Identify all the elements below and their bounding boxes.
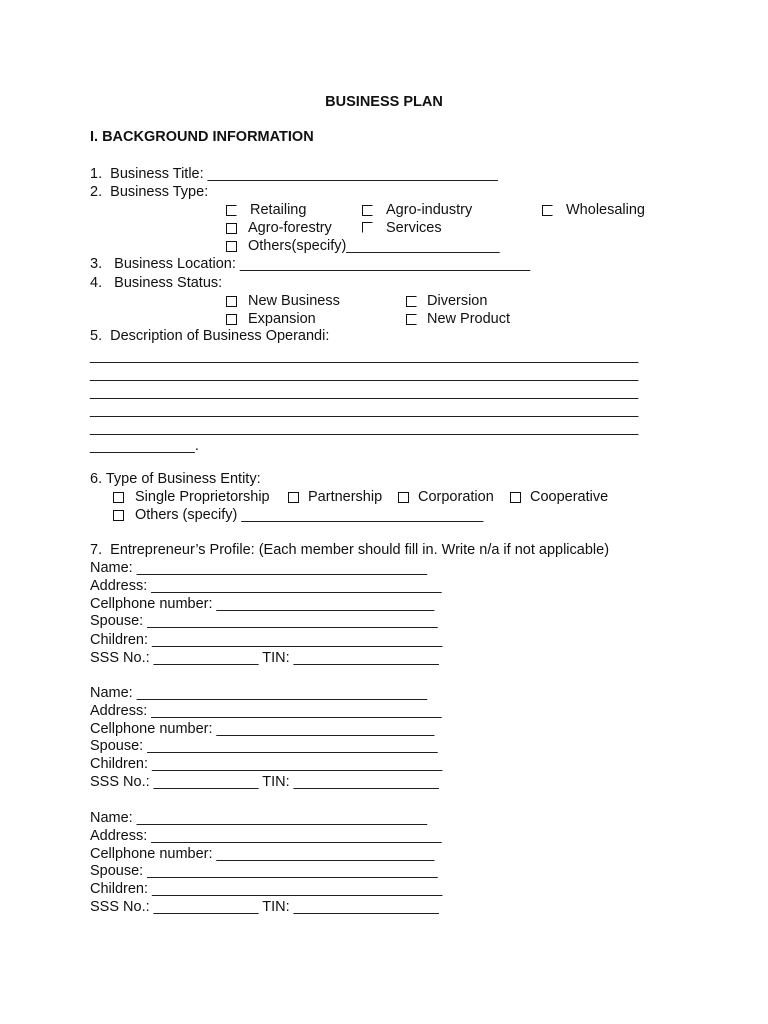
business-status-label: 4. Business Status: xyxy=(90,275,223,291)
name-field[interactable]: Name: ____________________________________ xyxy=(90,810,428,826)
cellphone-field[interactable]: Cellphone number: ___________________________ xyxy=(90,846,435,862)
children-field[interactable]: Children: ____________________________________ xyxy=(90,881,443,897)
sole-proprietorship-label: Single Proprietorship xyxy=(135,489,270,505)
sole-proprietorship-checkbox[interactable] xyxy=(113,492,124,503)
partnership-label: Partnership xyxy=(308,489,383,505)
retailing-label: Retailing xyxy=(250,202,307,218)
sss-tin-field[interactable]: SSS No.: _____________ TIN: __________________ xyxy=(90,650,439,666)
profile-label: 7. Entrepreneur’s Profile: (Each member should fill in. Write n/a if not applicable) xyxy=(90,542,610,558)
cooperative-label: Cooperative xyxy=(530,489,609,505)
new-product-checkbox[interactable] xyxy=(406,314,417,325)
expansion-label: Expansion xyxy=(248,311,316,327)
corporation-checkbox[interactable] xyxy=(398,492,409,503)
address-field[interactable]: Address: ____________________________________ xyxy=(90,578,442,594)
section-heading: I. BACKGROUND INFORMATION xyxy=(90,129,314,145)
wholesaling-checkbox[interactable] xyxy=(542,205,553,216)
description-label: 5. Description of Business Operandi: xyxy=(90,328,330,344)
agro-forestry-label: Agro-forestry xyxy=(248,220,332,236)
cellphone-field[interactable]: Cellphone number: ___________________________ xyxy=(90,596,435,612)
description-line[interactable]: ____________________________________________________________________ xyxy=(90,366,639,382)
entity-label: 6. Type of Business Entity: xyxy=(90,471,261,487)
cooperative-checkbox[interactable] xyxy=(510,492,521,503)
new-product-label: New Product xyxy=(427,311,511,327)
spouse-field[interactable]: Spouse: ____________________________________ xyxy=(90,738,438,754)
new-business-checkbox[interactable] xyxy=(226,296,237,307)
entity-others-checkbox[interactable] xyxy=(113,510,124,521)
spouse-field[interactable]: Spouse: ____________________________________ xyxy=(90,863,438,879)
name-field[interactable]: Name: ____________________________________ xyxy=(90,685,428,701)
others-checkbox[interactable] xyxy=(226,241,237,252)
entity-others-field[interactable]: Others (specify) ______________________________ xyxy=(135,507,484,523)
business-title-field[interactable]: 1. Business Title: ____________________________________ xyxy=(90,166,498,182)
agro-industry-checkbox[interactable] xyxy=(362,205,373,216)
agro-forestry-checkbox[interactable] xyxy=(226,223,237,234)
sss-tin-field[interactable]: SSS No.: _____________ TIN: __________________ xyxy=(90,899,439,915)
diversion-label: Diversion xyxy=(427,293,488,309)
business-location-field[interactable]: 3. Business Location: ____________________________________ xyxy=(90,256,531,272)
partnership-checkbox[interactable] xyxy=(288,492,299,503)
new-business-label: New Business xyxy=(248,293,340,309)
page-title: BUSINESS PLAN xyxy=(325,94,443,110)
wholesaling-label: Wholesaling xyxy=(566,202,645,218)
description-line[interactable]: ____________________________________________________________________ xyxy=(90,402,639,418)
cellphone-field[interactable]: Cellphone number: ___________________________ xyxy=(90,721,435,737)
diversion-checkbox[interactable] xyxy=(406,296,417,307)
address-field[interactable]: Address: ____________________________________ xyxy=(90,828,442,844)
description-line[interactable]: ____________________________________________________________________ xyxy=(90,348,639,364)
spouse-field[interactable]: Spouse: ____________________________________ xyxy=(90,613,438,629)
children-field[interactable]: Children: ____________________________________ xyxy=(90,632,443,648)
corporation-label: Corporation xyxy=(418,489,494,505)
agro-industry-label: Agro-industry xyxy=(386,202,473,218)
children-field[interactable]: Children: ____________________________________ xyxy=(90,756,443,772)
description-line[interactable]: ____________________________________________________________________ xyxy=(90,384,639,400)
description-line[interactable]: ____________________________________________________________________ xyxy=(90,420,639,436)
expansion-checkbox[interactable] xyxy=(226,314,237,325)
others-specify-field[interactable]: Others(specify)___________________ xyxy=(248,238,500,254)
services-label: Services xyxy=(386,220,442,236)
description-line[interactable]: _____________. xyxy=(90,438,199,454)
services-checkbox[interactable] xyxy=(362,222,373,233)
address-field[interactable]: Address: ____________________________________ xyxy=(90,703,442,719)
retailing-checkbox[interactable] xyxy=(226,205,237,216)
sss-tin-field[interactable]: SSS No.: _____________ TIN: __________________ xyxy=(90,774,439,790)
business-type-label: 2. Business Type: xyxy=(90,184,209,200)
name-field[interactable]: Name: ____________________________________ xyxy=(90,560,428,576)
